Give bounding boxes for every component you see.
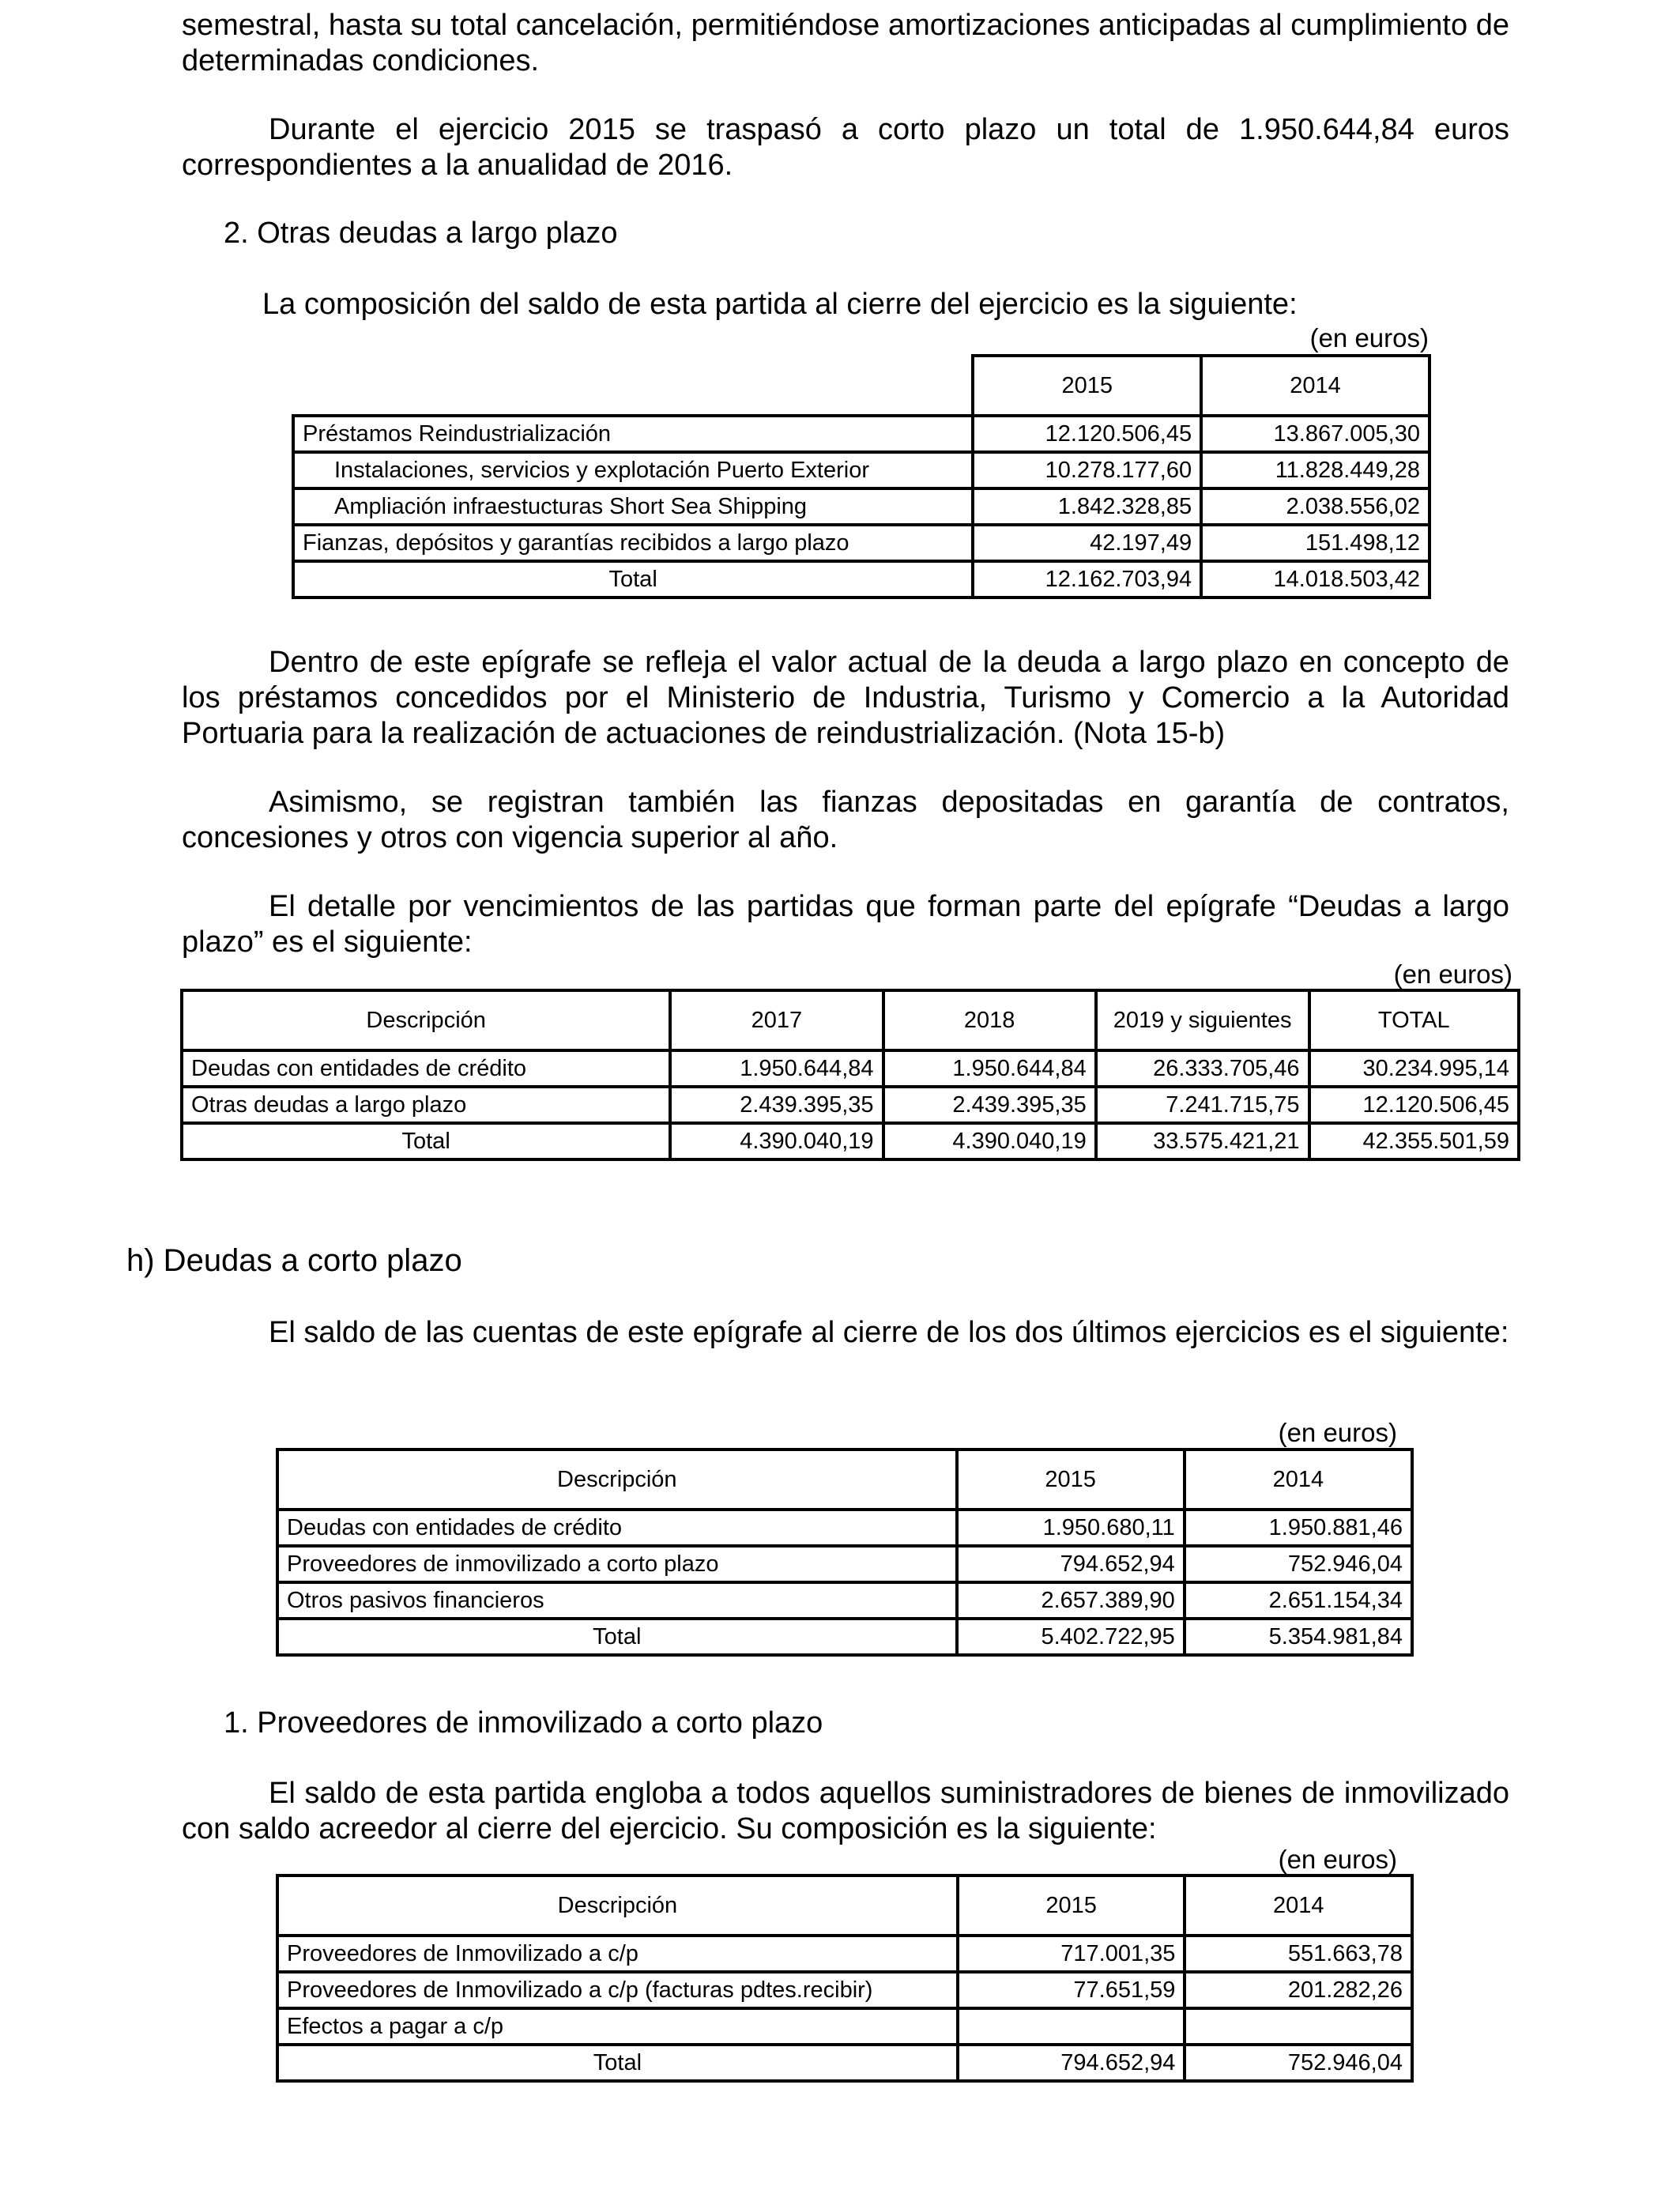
total-label: Total	[182, 1123, 670, 1159]
cell-total: 12.120.506,45	[1309, 1087, 1519, 1123]
table-row	[293, 416, 1430, 452]
cell-2018: 2.439.395,35	[883, 1087, 1096, 1123]
table-header-row	[293, 356, 1430, 416]
table-row	[293, 452, 1430, 488]
paragraph-intro-continuation: semestral, hasta su total cancelación, permitiéndose amortizaciones anticipadas al cumplimiento de determinadas condiciones.	[182, 9, 1509, 77]
cell-2015: 10.278.177,60	[973, 452, 1201, 488]
header-descripcion: Descripción	[277, 1875, 958, 1936]
cell-total: 30.234.995,14	[1309, 1050, 1519, 1087]
total-2015: 5.402.722,95	[957, 1619, 1185, 1655]
header-2015: 2015	[957, 1449, 1185, 1510]
unit-label: (en euros)	[1278, 1418, 1397, 1447]
header-cell-2014: 2014	[1201, 356, 1430, 416]
cell-2014: 2.038.556,02	[1201, 488, 1430, 525]
table-row	[293, 488, 1430, 525]
row-label: Proveedores de Inmovilizado a c/p	[277, 1936, 958, 1972]
row-label: Préstamos Reindustrialización	[293, 416, 973, 452]
cell-2014: 2.651.154,34	[1185, 1582, 1412, 1619]
header-total: TOTAL	[1309, 990, 1519, 1050]
cell-2014: 13.867.005,30	[1201, 416, 1430, 452]
table-total-row	[293, 561, 1430, 598]
total-2014: 5.354.981,84	[1185, 1619, 1412, 1655]
table-row	[277, 2008, 1412, 2045]
paragraph-detalle-vencimientos: El detalle por vencimientos de las partidas que forman parte del epígrafe “Deudas a largo plazo” es el siguiente:	[182, 890, 1509, 959]
cell-2015: 717.001,35	[958, 1936, 1185, 1972]
row-label: Otros pasivos financieros	[277, 1582, 957, 1619]
section-heading-proveedores: 1. Proveedores de inmovilizado a corto plazo	[224, 1706, 823, 1740]
table-header-row	[182, 990, 1519, 1050]
cell-2014: 201.282,26	[1185, 1972, 1412, 2008]
cell-2015: 1.950.680,11	[957, 1510, 1185, 1546]
table-row	[277, 1582, 1412, 1619]
header-2018: 2018	[883, 990, 1096, 1050]
header-2015: 2015	[958, 1875, 1185, 1936]
cell-2014: 752.946,04	[1185, 1546, 1412, 1582]
cell-2015	[958, 2008, 1185, 2045]
table-total-row	[182, 1123, 1519, 1159]
paragraph-saldo-cuentas: El saldo de las cuentas de este epígrafe al cierre de los dos últimos ejercicios es el siguiente:	[269, 1316, 1509, 1349]
total-total: 42.355.501,59	[1309, 1123, 1519, 1159]
cell-2014: 11.828.449,28	[1201, 452, 1430, 488]
table-row	[293, 525, 1430, 561]
header-descripcion: Descripción	[182, 990, 670, 1050]
row-label: Deudas con entidades de crédito	[277, 1510, 957, 1546]
total-2014: 14.018.503,42	[1201, 561, 1430, 598]
cell-2014: 1.950.881,46	[1185, 1510, 1412, 1546]
total-label: Total	[277, 1619, 957, 1655]
table-proveedores-inmovilizado	[276, 1874, 1414, 2083]
cell-2015: 77.651,59	[958, 1972, 1185, 2008]
row-label: Deudas con entidades de crédito	[182, 1050, 670, 1087]
table-header-row	[277, 1449, 1412, 1510]
paragraph-traspaso: Durante el ejercicio 2015 se traspasó a corto plazo un total de 1.950.644,84 euros correspondientes a la anualidad de 2016.	[182, 113, 1509, 182]
unit-label: (en euros)	[1309, 323, 1429, 352]
total-label: Total	[277, 2045, 958, 2081]
unit-label: (en euros)	[1278, 1845, 1397, 1874]
table-total-row	[277, 2045, 1412, 2081]
row-label: Proveedores de inmovilizado a corto plazo	[277, 1546, 957, 1582]
table-deudas-corto-plazo	[276, 1448, 1414, 1657]
row-label: Otras deudas a largo plazo	[182, 1087, 670, 1123]
header-cell-2015: 2015	[973, 356, 1201, 416]
header-2017: 2017	[670, 990, 883, 1050]
total-2018: 4.390.040,19	[883, 1123, 1096, 1159]
cell-2017: 1.950.644,84	[670, 1050, 883, 1087]
row-label: Efectos a pagar a c/p	[277, 2008, 958, 2045]
cell-2018: 1.950.644,84	[883, 1050, 1096, 1087]
cell-2015: 42.197,49	[973, 525, 1201, 561]
cell-2019: 7.241.715,75	[1096, 1087, 1309, 1123]
total-2014: 752.946,04	[1185, 2045, 1412, 2081]
cell-2014: 551.663,78	[1185, 1936, 1412, 1972]
row-label: Fianzas, depósitos y garantías recibidos a largo plazo	[293, 525, 973, 561]
paragraph-composicion: La composición del saldo de esta partida al cierre del ejercicio es la siguiente:	[262, 288, 1298, 321]
table-row	[182, 1087, 1519, 1123]
unit-label: (en euros)	[1393, 959, 1512, 989]
section-heading-otras-deudas: 2. Otras deudas a largo plazo	[224, 217, 618, 250]
table-vencimientos	[180, 989, 1520, 1161]
table-row	[277, 1972, 1412, 2008]
header-2014: 2014	[1185, 1449, 1412, 1510]
table-row	[277, 1546, 1412, 1582]
table-total-row	[277, 1619, 1412, 1655]
cell-2015: 794.652,94	[957, 1546, 1185, 1582]
total-2019: 33.575.421,21	[1096, 1123, 1309, 1159]
cell-2015: 1.842.328,85	[973, 488, 1201, 525]
cell-2019: 26.333.705,46	[1096, 1050, 1309, 1087]
header-2019-siguientes: 2019 y siguientes	[1096, 990, 1309, 1050]
row-label: Ampliación infraestucturas Short Sea Shipping	[293, 488, 973, 525]
cell-2015: 2.657.389,90	[957, 1582, 1185, 1619]
cell-2015: 12.120.506,45	[973, 416, 1201, 452]
total-2015: 12.162.703,94	[973, 561, 1201, 598]
table-row	[277, 1510, 1412, 1546]
table-otras-deudas-largo-plazo	[292, 354, 1431, 599]
cell-2014	[1185, 2008, 1412, 2045]
total-2015: 794.652,94	[958, 2045, 1185, 2081]
header-descripcion: Descripción	[277, 1449, 957, 1510]
header-2014: 2014	[1185, 1875, 1412, 1936]
header-empty-cell	[293, 356, 973, 416]
table-row	[277, 1936, 1412, 1972]
section-heading-deudas-corto-plazo: h) Deudas a corto plazo	[126, 1243, 462, 1278]
cell-2014: 151.498,12	[1201, 525, 1430, 561]
table-header-row	[277, 1875, 1412, 1936]
table-row	[182, 1050, 1519, 1087]
row-label: Proveedores de Inmovilizado a c/p (facturas pdtes.recibir)	[277, 1972, 958, 2008]
row-label: Instalaciones, servicios y explotación Puerto Exterior	[293, 452, 973, 488]
total-2017: 4.390.040,19	[670, 1123, 883, 1159]
total-label: Total	[293, 561, 973, 598]
paragraph-dentro-epigrafe: Dentro de este epígrafe se refleja el valor actual de la deuda a largo plazo en concepto de los préstamos concedidos por el Ministerio de Industria, Turismo y Comercio a la Autoridad Portuaria para la realización de actuaciones de reindustrialización. (Nota 15-b)	[182, 646, 1509, 750]
cell-2017: 2.439.395,35	[670, 1087, 883, 1123]
paragraph-engloba: El saldo de esta partida engloba a todos aquellos suministradores de bienes de inmovilizado con saldo acreedor al cierre del ejercicio. Su composición es la siguiente:	[182, 1777, 1509, 1845]
paragraph-asimismo: Asimismo, se registran también las fianzas depositadas en garantía de contratos, concesiones y otros con vigencia superior al año.	[182, 786, 1509, 854]
